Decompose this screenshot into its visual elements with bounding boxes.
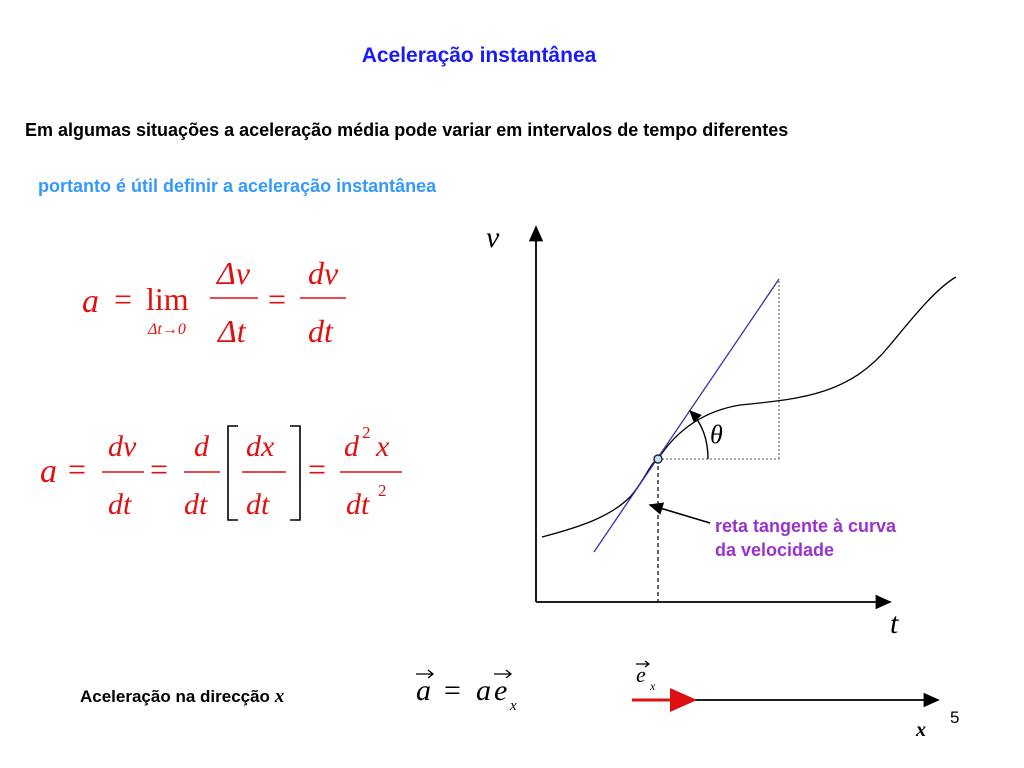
eq1-equals-2: =	[268, 281, 287, 317]
eq2-den-dt-3: dt	[246, 488, 270, 521]
eq2-equals: =	[68, 451, 87, 487]
eq2-equals-3: =	[308, 451, 327, 487]
x-axis-label: t	[890, 607, 899, 640]
eq1-denominator-delta-t: Δt	[218, 313, 246, 349]
page-number: 5	[950, 708, 960, 727]
angle-arc	[690, 411, 708, 459]
second-derivative-equation	[32, 420, 412, 530]
eq2-right-bracket	[290, 426, 300, 520]
angle-theta-label: θ	[710, 420, 723, 449]
vector-acceleration-equation	[408, 660, 538, 720]
velocity-time-graph	[470, 215, 1000, 645]
tangent-point	[654, 455, 662, 463]
unit-vector-label: e	[636, 662, 646, 687]
eq1-denominator-dt: dt	[308, 313, 333, 349]
eq1-lhs: a	[82, 283, 99, 320]
eq2-den-dt2: dt	[346, 488, 370, 521]
y-axis-label: v	[486, 221, 500, 254]
callout-arrow	[650, 505, 710, 523]
slide-title: Aceleração instantânea	[361, 44, 597, 67]
eq2-num-exponent: 2	[362, 423, 371, 442]
eq2-num-dv: dv	[108, 430, 137, 463]
vec-eq-basis: e	[494, 674, 508, 707]
tangent-line	[594, 279, 779, 552]
vec-eq-basis-sub: x	[510, 698, 517, 714]
tangent-callout-line2: da velocidade	[715, 540, 835, 560]
eq2-lhs: a	[40, 453, 57, 490]
eq1-equals: =	[114, 281, 133, 317]
intro-text: Em algumas situações a aceleração média pode variar em intervalos de tempo diferentes	[25, 120, 789, 140]
eq1-numerator-dv: dv	[308, 255, 339, 291]
unit-vector-diagram	[620, 650, 960, 745]
direction-label-text: Aceleração na direcção	[80, 687, 270, 706]
eq2-num-dx: dx	[246, 430, 275, 463]
direction-var: x	[274, 686, 285, 707]
eq2-num-d: d	[194, 430, 209, 463]
eq2-left-bracket	[228, 426, 238, 520]
direction-label	[80, 686, 284, 708]
eq2-den-dt-2: dt	[184, 488, 208, 521]
tangent-callout	[715, 514, 896, 562]
tangent-callout-line1: reta tangente à curva	[715, 516, 897, 536]
eq2-equals-2: =	[150, 451, 169, 487]
eq2-num-x: x	[376, 430, 390, 463]
eq2-den-exponent: 2	[378, 481, 387, 500]
vec-eq-equals: =	[444, 674, 461, 707]
eq2-den-dt: dt	[108, 488, 132, 521]
velocity-curve	[542, 277, 956, 537]
eq2-num-d2: d	[344, 430, 359, 463]
vec-eq-lhs: a	[416, 674, 431, 707]
unit-vector-label-sub: x	[650, 679, 656, 693]
eq1-lim: lim	[146, 281, 189, 317]
eq1-numerator-delta-v: Δv	[217, 255, 250, 291]
eq1-lim-subscript: Δt→0	[148, 321, 186, 338]
x-direction-label: x	[916, 719, 926, 741]
vec-eq-coef: a	[476, 674, 491, 707]
subtitle-text: portanto é útil definir a aceleração instantânea	[38, 176, 437, 196]
limit-definition-equation	[70, 250, 370, 360]
